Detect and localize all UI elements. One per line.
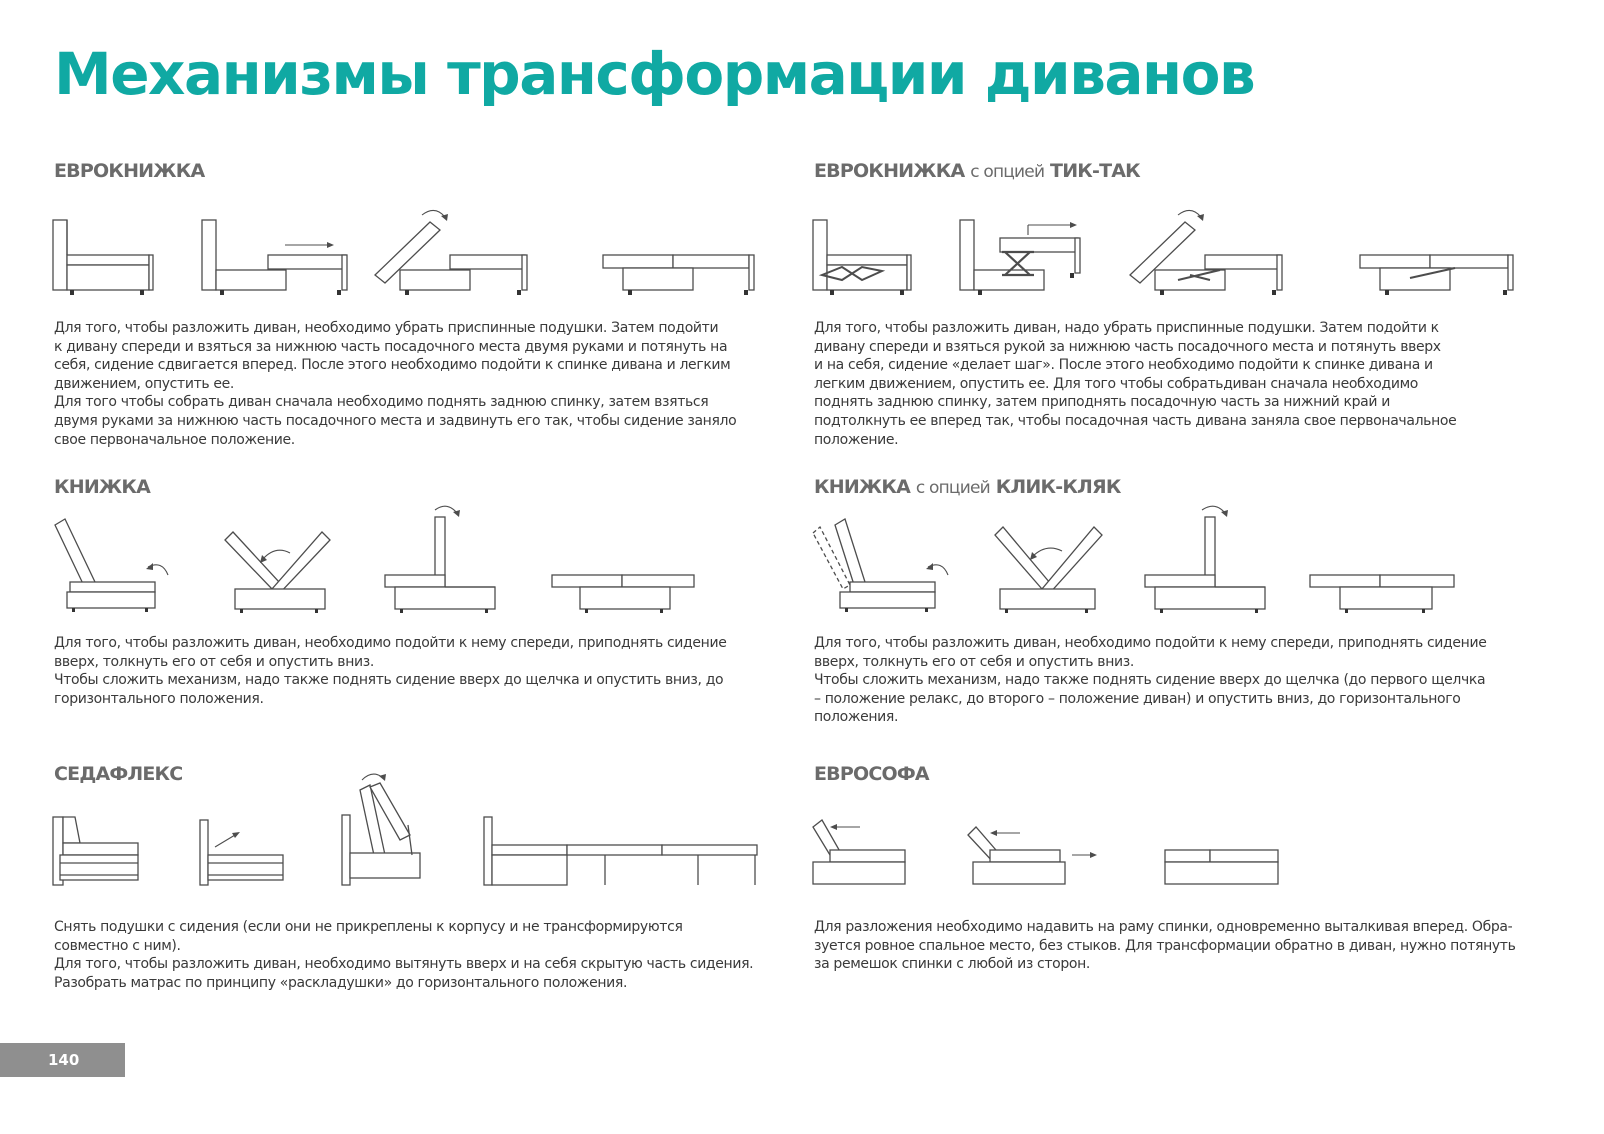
eurosofa-step-3 [1165,850,1278,884]
eurobook-step-2 [202,220,347,295]
text-line: Чтобы сложить механизм, надо также поднять сидение вверх до щелчка и опустить вниз, до [54,672,724,689]
book-diagrams [50,505,710,615]
heading-eurobook: ЕВРОКНИЖКА [54,160,205,182]
text-line: совместно с ним). [54,937,181,954]
text-line: Для того, чтобы разложить диван, необходимо вытянуть вверх и на себя скрытую часть сидения. [54,956,754,973]
sedaflex-description [54,918,794,992]
book-description [54,634,774,708]
heading-tail: КЛИК-КЛЯК [995,476,1121,498]
ticktack-step-4 [1360,255,1513,295]
text-line: Для того, чтобы разложить диван, необходимо убрать приспинные подушки. Затем подойти [54,320,719,336]
eurobook-diagrams [50,205,760,300]
text-line: и на себя, сидение «делает шаг». После этого необходимо подойти к спинке дивана и [814,357,1433,374]
text-line: себя, сидение сдвигается вперед. После этого необходимо подойти к спинке дивана и легким [54,357,731,374]
heading-eurobook-ticktack [814,160,1140,182]
sedaflex-step-1 [53,817,138,885]
eurosofa-step-2 [968,827,1097,884]
text-line: Снять подушки с сидения (если они не прикреплены к корпусу и не трансформируются [54,919,683,935]
page-title: Механизмы трансформации диванов [54,40,1255,108]
sedaflex-step-2 [200,820,283,885]
eurobook-description [54,319,774,449]
text-line: положения. [814,709,899,726]
heading-tail: ТИК-ТАК [1050,160,1140,182]
ticktack-step-3 [1130,210,1282,295]
heading-main: ЕВРОКНИЖКА [814,160,965,182]
text-line: поднять заднюю спинку, затем приподнять посадочную часть за нижний край и [814,394,1390,411]
eurosofa-diagrams [810,805,1300,895]
book-clickclack-diagrams [810,505,1490,615]
book-clickclack-description [814,634,1544,727]
ticktack-step-1 [813,220,911,295]
eurosofa-step-1 [813,820,905,884]
book-step-3 [385,506,495,613]
text-line: дивану спереди и взяться рукой за нижнюю часть посадочного места и потянуть вверх [814,338,1441,355]
text-line: Чтобы сложить механизм, надо также поднять сидение вверх до щелчка (до первого щелчка [814,672,1486,689]
text-line: Разобрать матрас по принципу «раскладушки» до горизонтального положения. [54,974,628,991]
eurobook-step-1 [53,220,153,295]
eurobook-ticktack-description [814,319,1544,449]
eurobook-step-3 [375,210,527,295]
book-step-2 [225,532,330,613]
eurobook-step-4 [603,255,754,295]
text-line: Для того, чтобы разложить диван, надо убрать приспинные подушки. Затем подойти к [814,320,1439,336]
clickclack-step-2 [995,527,1102,613]
text-line: – положение релакс, до второго – положение диван) и опустить вниз, до горизонтального [814,690,1461,707]
heading-sedaflex: СЕДАФЛЕКС [54,763,183,785]
text-line: легким движением, опустить ее. Для того чтобы собратьдиван сначала необходимо [814,375,1418,392]
heading-eurosofa: ЕВРОСОФА [814,763,929,785]
text-line: двумя руками за нижнюю часть посадочного места и задвинуть его так, чтобы сидение заняло [54,412,737,429]
eurosofa-description [814,918,1559,974]
text-line: положение. [814,431,899,448]
text-line: движением, опустить ее. [54,375,235,392]
text-line: к дивану спереди и взяться за нижнюю часть посадочного места двумя руками и потянуть на [54,338,728,355]
text-line: за ремешок спинки с любой из сторон. [814,956,1091,973]
eurobook-ticktack-diagrams [810,205,1525,300]
heading-main: КНИЖКА [814,476,911,498]
text-line: вверх, толкнуть его от себя и опустить вниз. [814,653,1134,670]
text-line: подтолкнуть ее вперед так, чтобы посадочная часть дивана заняла свое первоначальное [814,412,1457,429]
ticktack-step-2 [960,220,1080,295]
page-number-badge: 140 [0,1043,125,1077]
sedaflex-step-4 [484,817,757,885]
sedaflex-diagrams [50,765,765,895]
text-line: Для того, чтобы разложить диван, необходимо подойти к нему спереди, приподнять сидение [814,635,1487,651]
text-line: Для того чтобы собрать диван сначала необходимо поднять заднюю спинку, затем взяться [54,394,709,411]
clickclack-step-3 [1145,506,1265,613]
text-line: Для того, чтобы разложить диван, необходимо подойти к нему спереди, приподнять сидение [54,635,727,651]
clickclack-step-4 [1310,575,1454,613]
text-line: вверх, толкнуть его от себя и опустить вниз. [54,653,374,670]
book-step-1 [55,519,168,612]
clickclack-step-1 [813,519,948,612]
heading-book-clickclack [814,476,1121,498]
text-line: свое первоначальное положение. [54,431,295,448]
text-line: Для разложения необходимо надавить на раму спинки, одновременно выталкивая вперед. Обра- [814,919,1513,935]
text-line: горизонтального положения. [54,690,264,707]
book-step-4 [552,575,694,613]
heading-suffix: с опцией [915,478,990,498]
heading-book: КНИЖКА [54,476,151,498]
heading-suffix: с опцией [970,162,1045,182]
text-line: зуется ровное спальное место, без стыков. Для трансформации обратно в диван, нужно потянуть [814,937,1516,954]
sedaflex-step-3 [342,774,420,885]
